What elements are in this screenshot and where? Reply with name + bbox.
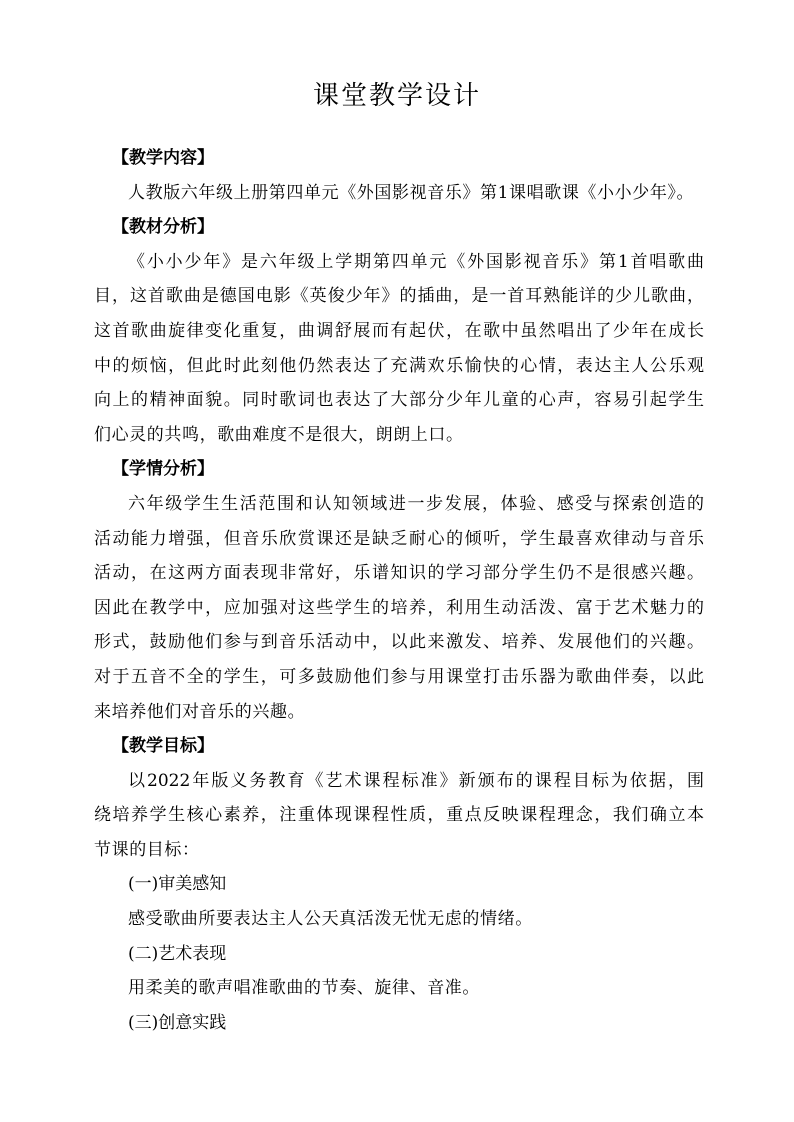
paragraph-line: 们心灵的共鸣，歌曲难度不是很大，朗朗上口。 [94, 424, 464, 445]
paragraph-line: 形式，鼓励他们参与到音乐活动中，以此来激发、培养、发展他们的兴趣。 [94, 632, 704, 653]
paragraph-line: 活动能力增强，但音乐欣赏课还是缺乏耐心的倾听，学生最喜欢律动与音乐 [94, 528, 704, 549]
goal-label-performance: (二)艺术表现 [128, 943, 227, 964]
section-heading-students: 【学情分析】 [112, 459, 214, 480]
paragraph-line: 六年级学生生活范围和认知领域进一步发展，体验、感受与探索创造的 [128, 493, 704, 514]
paragraph-line: 目，这首歌曲是德国电影《英俊少年》的插曲，是一首耳熟能详的少儿歌曲， [94, 286, 704, 307]
paragraph-line: 节课的目标： [94, 839, 200, 860]
goal-text-aesthetic: 感受歌曲所要表达主人公天真活泼无忧无虑的情绪。 [128, 909, 533, 930]
page-title: 课堂教学设计 [312, 81, 481, 111]
paragraph-line: 活动，在这两方面表现非常好，乐谱知识的学习部分学生仍不是很感兴趣。 [94, 563, 704, 584]
section-heading-goals: 【教学目标】 [112, 736, 214, 757]
paragraph-line: 来培养他们对音乐的兴趣。 [94, 701, 306, 722]
paragraph-line: 《小小少年》是六年级上学期第四单元《外国影视音乐》第1首唱歌曲 [128, 251, 704, 272]
paragraph-line: 对于五音不全的学生，可多鼓励他们参与用课堂打击乐器为歌曲伴奏，以此 [94, 666, 704, 687]
paragraph-line: 中的烦恼，但此时此刻他仍然表达了充满欢乐愉快的心情，表达主人公乐观 [94, 355, 704, 376]
document-body [94, 141, 704, 1040]
paragraph-line: 因此在教学中，应加强对这些学生的培养，利用生动活泼、富于艺术魅力的 [94, 597, 704, 618]
paragraph-line: 这首歌曲旋律变化重复，曲调舒展而有起伏，在歌中虽然唱出了少年在成长 [94, 320, 704, 341]
paragraph-line: 以2022年版义务教育《艺术课程标准》新颁布的课程目标为依据，围 [128, 770, 704, 791]
goal-text-performance: 用柔美的歌声唱准歌曲的节奏、旋律、音准。 [128, 978, 480, 999]
paragraph-line: 人教版六年级上册第四单元《外国影视音乐》第1课唱歌课《小小少年》。 [128, 182, 695, 203]
paragraph-line: 向上的精神面貌。同时歌词也表达了大部分少年儿童的心声，容易引起学生 [94, 390, 704, 411]
section-heading-material: 【教材分析】 [112, 217, 214, 238]
paragraph-line: 绕培养学生核心素养，注重体现课程性质，重点反映课程理念，我们确立本 [94, 805, 704, 826]
goal-label-practice: (三)创意实践 [128, 1012, 227, 1033]
goal-label-aesthetic: (一)审美感知 [128, 874, 227, 895]
section-heading-content: 【教学内容】 [112, 148, 214, 168]
